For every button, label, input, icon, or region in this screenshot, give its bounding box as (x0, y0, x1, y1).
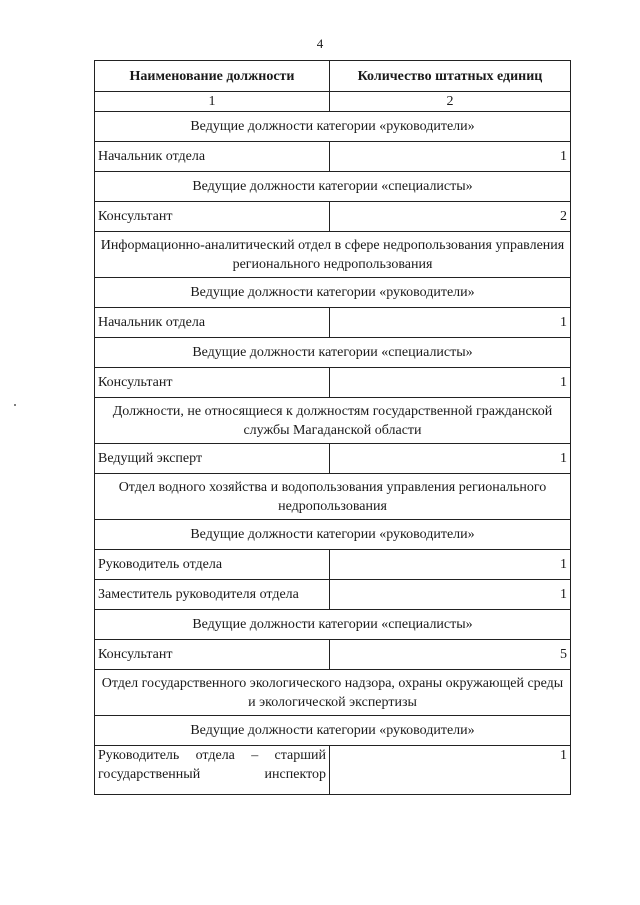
position-quantity: 2 (330, 202, 571, 232)
position-row (95, 368, 571, 398)
position-name: Консультант (95, 640, 330, 670)
position-quantity: 1 (330, 142, 571, 172)
category-row (95, 278, 571, 308)
position-name: Заместитель руководителя отдела (95, 580, 330, 610)
position-quantity: 1 (330, 308, 571, 338)
position-name: Ведущий эксперт (95, 444, 330, 474)
position-row (95, 640, 571, 670)
category-row (95, 716, 571, 746)
department-row (95, 670, 571, 716)
position-quantity: 1 (330, 580, 571, 610)
header-position-name: Наименование должности (95, 61, 330, 92)
category-row (95, 610, 571, 640)
category-label: Ведущие должности категории «специалисты» (95, 172, 571, 202)
position-row (95, 580, 571, 610)
department-title: Отдел водного хозяйства и водопользования управления регионального недропользования (95, 474, 571, 520)
category-label: Ведущие должности категории «руководители» (95, 520, 571, 550)
header-row (95, 61, 571, 92)
scan-speck (14, 404, 16, 406)
position-name: Начальник отдела (95, 142, 330, 172)
position-row (95, 550, 571, 580)
position-quantity: 5 (330, 640, 571, 670)
category-row (95, 338, 571, 368)
page-number: 4 (316, 36, 324, 51)
category-label: Ведущие должности категории «руководители» (95, 716, 571, 746)
position-quantity: 1 (330, 444, 571, 474)
position-row (95, 444, 571, 474)
department-title: Должности, не относящиеся к должностям государственной гражданской службы Магаданской области (95, 398, 571, 444)
department-title: Отдел государственного экологического надзора, охраны окружающей среды и экологической экспертизы (95, 670, 571, 716)
department-row (95, 398, 571, 444)
staff-table (94, 60, 571, 795)
position-name: Консультант (95, 202, 330, 232)
position-quantity: 1 (330, 368, 571, 398)
position-name: Руководитель отдела – старший государственный инспектор (95, 746, 330, 795)
category-row (95, 520, 571, 550)
column-number-1: 1 (95, 92, 330, 112)
category-label: Ведущие должности категории «руководители» (95, 112, 571, 142)
position-name: Консультант (95, 368, 330, 398)
department-row (95, 474, 571, 520)
position-row (95, 142, 571, 172)
position-name: Начальник отдела (95, 308, 330, 338)
column-number-2: 2 (330, 92, 571, 112)
department-title: Информационно-аналитический отдел в сфере недропользования управления регионального недропользования (95, 232, 571, 278)
department-row (95, 232, 571, 278)
column-number-row (95, 92, 571, 112)
position-row (95, 746, 571, 795)
category-row (95, 172, 571, 202)
category-label: Ведущие должности категории «специалисты» (95, 338, 571, 368)
category-label: Ведущие должности категории «специалисты» (95, 610, 571, 640)
position-row (95, 202, 571, 232)
header-staff-count: Количество штатных единиц (330, 61, 571, 92)
position-row (95, 308, 571, 338)
position-quantity: 1 (330, 746, 571, 795)
category-row (95, 112, 571, 142)
category-label: Ведущие должности категории «руководители» (95, 278, 571, 308)
position-quantity: 1 (330, 550, 571, 580)
position-name: Руководитель отдела (95, 550, 330, 580)
